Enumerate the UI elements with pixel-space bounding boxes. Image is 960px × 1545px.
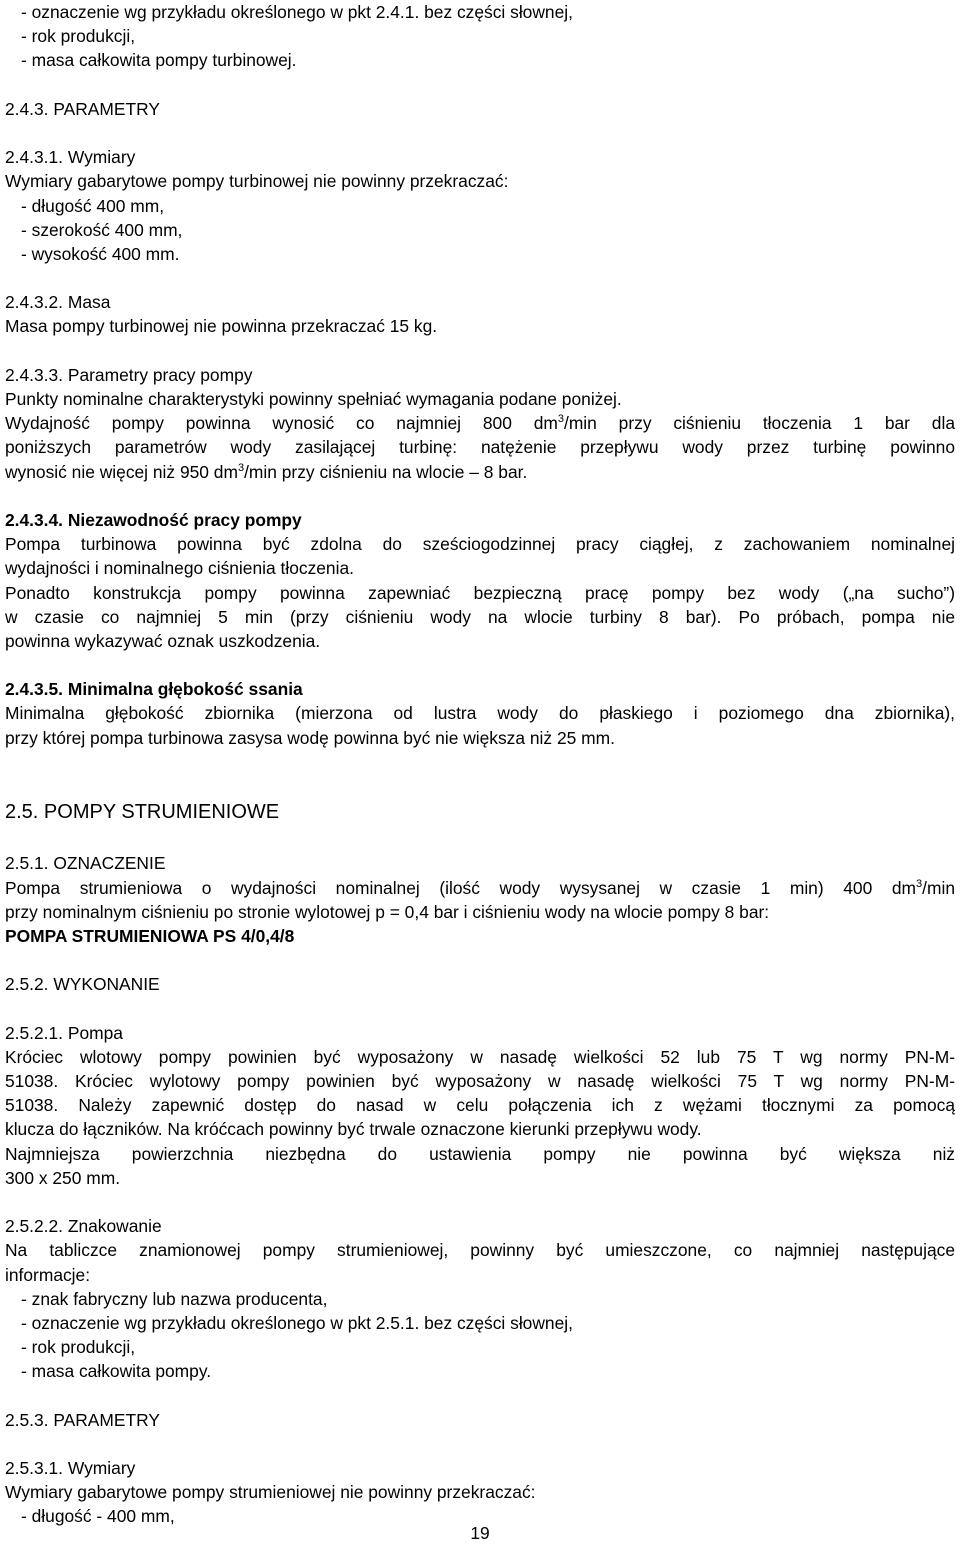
section-heading: 2.4.3.4. Niezawodność pracy pompy bbox=[5, 509, 302, 530]
list-item: - rok produkcji, bbox=[21, 26, 136, 47]
section-heading: 2.4.3.2. Masa bbox=[5, 292, 111, 313]
paragraph-line: Minimalna głębokość zbiornika (mierzona od lustra wody do płaskiego i poziomego dna zbiornika), bbox=[5, 703, 955, 724]
list-item: - szerokość 400 mm, bbox=[21, 219, 183, 240]
paragraph-line: Najmniejsza powierzchnia niezbędna do ustawienia pompy nie powinna być większa niż bbox=[5, 1143, 955, 1164]
paragraph-line: 300 x 250 mm. bbox=[5, 1167, 121, 1188]
paragraph-line: Punkty nominalne charakterystyki powinny spełniać wymagania podane poniżej. bbox=[5, 389, 622, 409]
list-item: - długość - 400 mm, bbox=[21, 1506, 175, 1527]
section-heading: 2.5.2. WYKONANIE bbox=[5, 974, 160, 995]
list-item: - wysokość 400 mm. bbox=[21, 243, 180, 264]
list-item: - znak fabryczny lub nazwa producenta, bbox=[21, 1288, 328, 1309]
list-item: - oznaczenie wg przykładu określonego w pkt 2.4.1. bez części słownej, bbox=[21, 2, 573, 22]
section-heading: 2.5.1. OZNACZENIE bbox=[5, 853, 166, 874]
paragraph-line: 51038. Króciec wylotowy pompy powinien być wyposażony w nasadę wielkości 75 T wg normy PN-M- bbox=[5, 1071, 955, 1092]
section-heading: 2.5.3.1. Wymiary bbox=[5, 1458, 136, 1479]
paragraph-line: przy której pompa turbinowa zasysa wodę powinna być nie większa niż 25 mm. bbox=[5, 727, 615, 748]
list-item: - rok produkcji, bbox=[21, 1337, 136, 1358]
paragraph-line: Króciec wlotowy pompy powinien być wyposażony w nasadę wielkości 52 lub 75 T wg normy PN-M- bbox=[5, 1046, 955, 1067]
paragraph-line: wydajności i nominalnego ciśnienia tłoczenia. bbox=[5, 558, 354, 579]
paragraph-line: Masa pompy turbinowej nie powinna przekraczać 15 kg. bbox=[5, 316, 438, 337]
superscript: 3 bbox=[237, 461, 245, 474]
paragraph-line: Ponadto konstrukcja pompy powinna zapewniać bezpieczną pracę pompy bez wody („na sucho”) bbox=[5, 582, 955, 603]
section-heading: 2.5.3. PARAMETRY bbox=[5, 1409, 160, 1430]
superscript: 3 bbox=[916, 877, 923, 890]
section-heading: 2.4.3. PARAMETRY bbox=[5, 98, 160, 119]
list-item: - długość 400 mm, bbox=[21, 195, 165, 216]
paragraph-line: poniższych parametrów wody zasilającej turbinę: natężenie przepływu wody przez turbinę powinno bbox=[5, 437, 955, 458]
section-heading: 2.5.2.1. Pompa bbox=[5, 1022, 123, 1043]
paragraph-line: Na tabliczce znamionowej pompy strumieniowej, powinny być umieszczone, co najmniej następujące bbox=[5, 1240, 955, 1261]
designation-example: POMPA STRUMIENIOWA PS 4/0,4/8 bbox=[5, 925, 295, 946]
section-heading: 2.4.3.5. Minimalna głębokość ssania bbox=[5, 679, 303, 700]
paragraph-line: przy nominalnym ciśnieniu po stronie wylotowej p = 0,4 bar i ciśnieniu wody na wlocie pompy 8 bar: bbox=[5, 901, 770, 922]
section-heading: 2.4.3.1. Wymiary bbox=[5, 147, 136, 168]
list-item: - masa całkowita pompy turbinowej. bbox=[21, 50, 297, 71]
superscript: 3 bbox=[557, 413, 564, 426]
document-page bbox=[5, 0, 955, 1529]
paragraph-line: 51038. Należy zapewnić dostęp do nasad w celu połączenia ich z wężami tłocznymi za pomocą bbox=[5, 1095, 955, 1116]
list-item: - masa całkowita pompy. bbox=[21, 1361, 212, 1382]
section-heading: 2.5.2.2. Znakowanie bbox=[5, 1216, 162, 1237]
paragraph-line: w czasie co najmniej 5 min (przy ciśnieniu wody na wlocie turbiny 8 bar). Po próbach, pompa nie bbox=[5, 606, 955, 627]
paragraph-line: powinna wykazywać oznak uszkodzenia. bbox=[5, 630, 321, 651]
section-heading: 2.4.3.3. Parametry pracy pompy bbox=[5, 364, 253, 385]
paragraph-line: informacje: bbox=[5, 1264, 91, 1285]
paragraph-line: Pompa turbinowa powinna być zdolna do sześciogodzinnej pracy ciągłej, z zachowaniem nominalnej bbox=[5, 534, 955, 555]
list-item: - oznaczenie wg przykładu określonego w pkt 2.5.1. bez części słownej, bbox=[21, 1312, 573, 1333]
paragraph-line: Wymiary gabarytowe pompy turbinowej nie powinny przekraczać: bbox=[5, 171, 509, 192]
paragraph-line: Wydajność pompy powinna wynosić co najmniej 800 $dm^3/\min$ przy ciśnieniu tłoczenia 1 bar dla bbox=[5, 413, 955, 434]
paragraph-line: klucza do łączników. Na króćcach powinny być trwale oznaczone kierunki przepływu wody. bbox=[5, 1119, 702, 1140]
paragraph-line: wynosić nie więcej niż 950 $dm^3/\min$ przy ciśnieniu na wlocie – 8 bar. bbox=[5, 461, 528, 482]
paragraph-line: Pompa strumieniowa o wydajności nominalnej (ilość wody wysysanej w czasie 1 min) 400 $dm^3/\min$ bbox=[5, 877, 955, 898]
chapter-heading: 2.5. POMPY STRUMIENIOWE bbox=[5, 801, 280, 824]
page-number: 19 bbox=[470, 1523, 490, 1543]
paragraph-line: Wymiary gabarytowe pompy strumieniowej nie powinny przekraczać: bbox=[5, 1482, 536, 1503]
